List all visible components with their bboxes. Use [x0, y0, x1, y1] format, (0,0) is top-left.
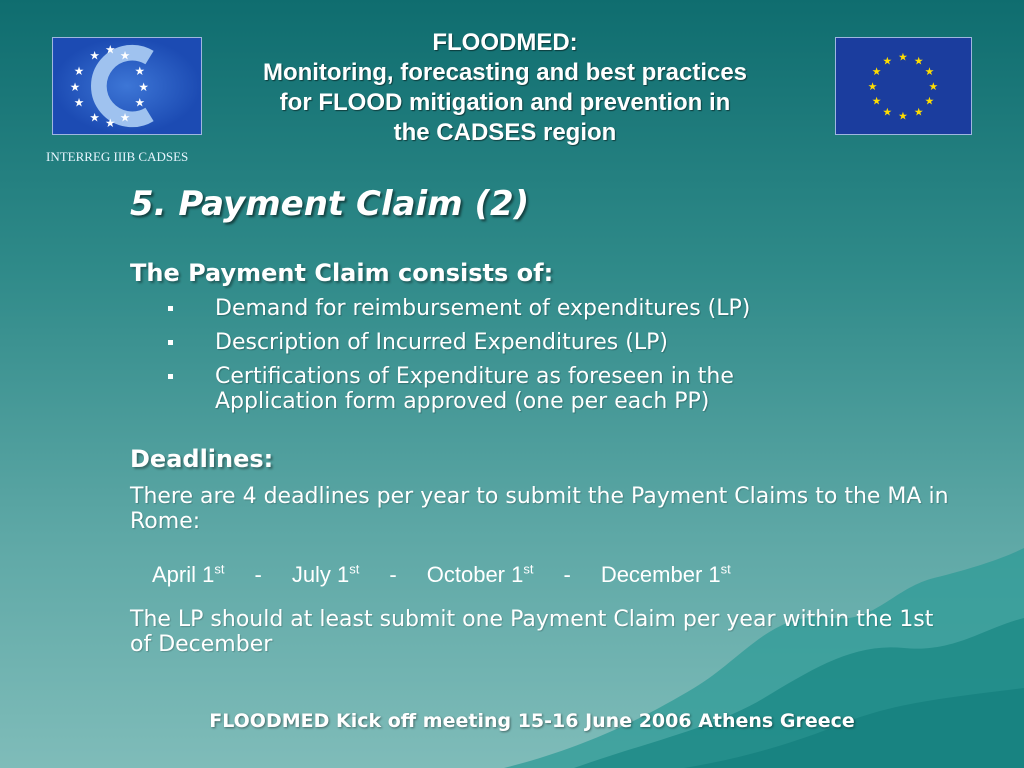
svg-text:★: ★ — [119, 48, 131, 63]
date-separator: - — [254, 562, 262, 588]
date-july — [292, 562, 360, 587]
svg-text:★: ★ — [105, 42, 116, 57]
bullet-text: Demand for reimbursement of expenditures (LP) — [215, 296, 751, 321]
svg-text:★: ★ — [871, 65, 882, 79]
svg-text:★: ★ — [882, 54, 893, 68]
svg-text:★: ★ — [882, 105, 893, 119]
svg-text:★: ★ — [134, 95, 146, 110]
svg-text:★: ★ — [69, 79, 81, 94]
header-line-2: Monitoring, forecasting and best practices — [262, 59, 748, 86]
date-suffix: st — [349, 562, 360, 577]
date-label: April 1 — [152, 562, 215, 588]
svg-text:★: ★ — [89, 48, 100, 63]
claim-components-list — [160, 296, 860, 423]
list-item — [160, 330, 860, 355]
svg-text:★: ★ — [134, 64, 146, 79]
bullet-icon — [168, 374, 173, 379]
svg-text:★: ★ — [105, 116, 116, 131]
bullet-text: Certifications of Expenditure as foreseen in the Application form approved (one per each PP) — [215, 364, 734, 414]
date-separator: - — [563, 562, 571, 588]
footer-text: FLOODMED Kick off meeting 15-16 June 2006 Athens Greece — [209, 710, 855, 732]
presentation-header — [215, 28, 795, 148]
organization-label: INTERREG IIIB CADSES — [46, 149, 189, 164]
svg-text:★: ★ — [867, 79, 878, 93]
eu-flag-icon — [835, 37, 972, 135]
date-label: July 1 — [291, 562, 350, 588]
svg-text:★: ★ — [898, 109, 908, 123]
header-line-1: FLOODMED: — [432, 29, 578, 56]
svg-text:★: ★ — [924, 65, 935, 79]
date-october — [427, 562, 534, 587]
date-separator: - — [389, 562, 397, 588]
svg-text:★: ★ — [73, 64, 85, 79]
deadlines-text: There are 4 deadlines per year to submit the Payment Claims to the MA in Rome: — [130, 484, 949, 534]
bullet-text: Description of Incurred Expenditures (LP) — [215, 330, 668, 355]
bullet-icon — [168, 340, 173, 345]
svg-text:★: ★ — [913, 54, 924, 68]
deadline-dates — [152, 556, 731, 589]
header-line-4: the CADSES region — [393, 119, 617, 146]
date-suffix: st — [214, 562, 225, 577]
svg-text:★: ★ — [913, 105, 924, 119]
svg-text:★: ★ — [89, 110, 100, 125]
date-april — [152, 562, 224, 587]
svg-text:★: ★ — [924, 94, 935, 108]
date-label: October 1 — [426, 562, 524, 588]
svg-text:★: ★ — [138, 79, 149, 94]
consists-heading: The Payment Claim consists of: — [130, 259, 554, 287]
slide-title: 5. Payment Claim (2) — [130, 184, 530, 224]
date-december — [601, 562, 731, 587]
closing-text: The LP should at least submit one Payment Claim per year within the 1st of December — [130, 607, 934, 657]
list-item — [160, 364, 860, 414]
svg-text:★: ★ — [871, 94, 882, 108]
svg-text:★: ★ — [898, 50, 908, 64]
svg-text:★: ★ — [928, 79, 939, 93]
bullet-icon — [168, 306, 173, 311]
svg-text:★: ★ — [119, 110, 131, 125]
date-suffix: st — [523, 562, 534, 577]
date-label: December 1 — [600, 562, 721, 588]
svg-text:★: ★ — [73, 95, 85, 110]
deadlines-heading: Deadlines: — [130, 445, 274, 473]
header-line-3: for FLOOD mitigation and prevention in — [279, 89, 731, 116]
list-item — [160, 296, 860, 321]
cadses-logo-icon — [52, 37, 202, 135]
date-suffix: st — [720, 562, 731, 577]
